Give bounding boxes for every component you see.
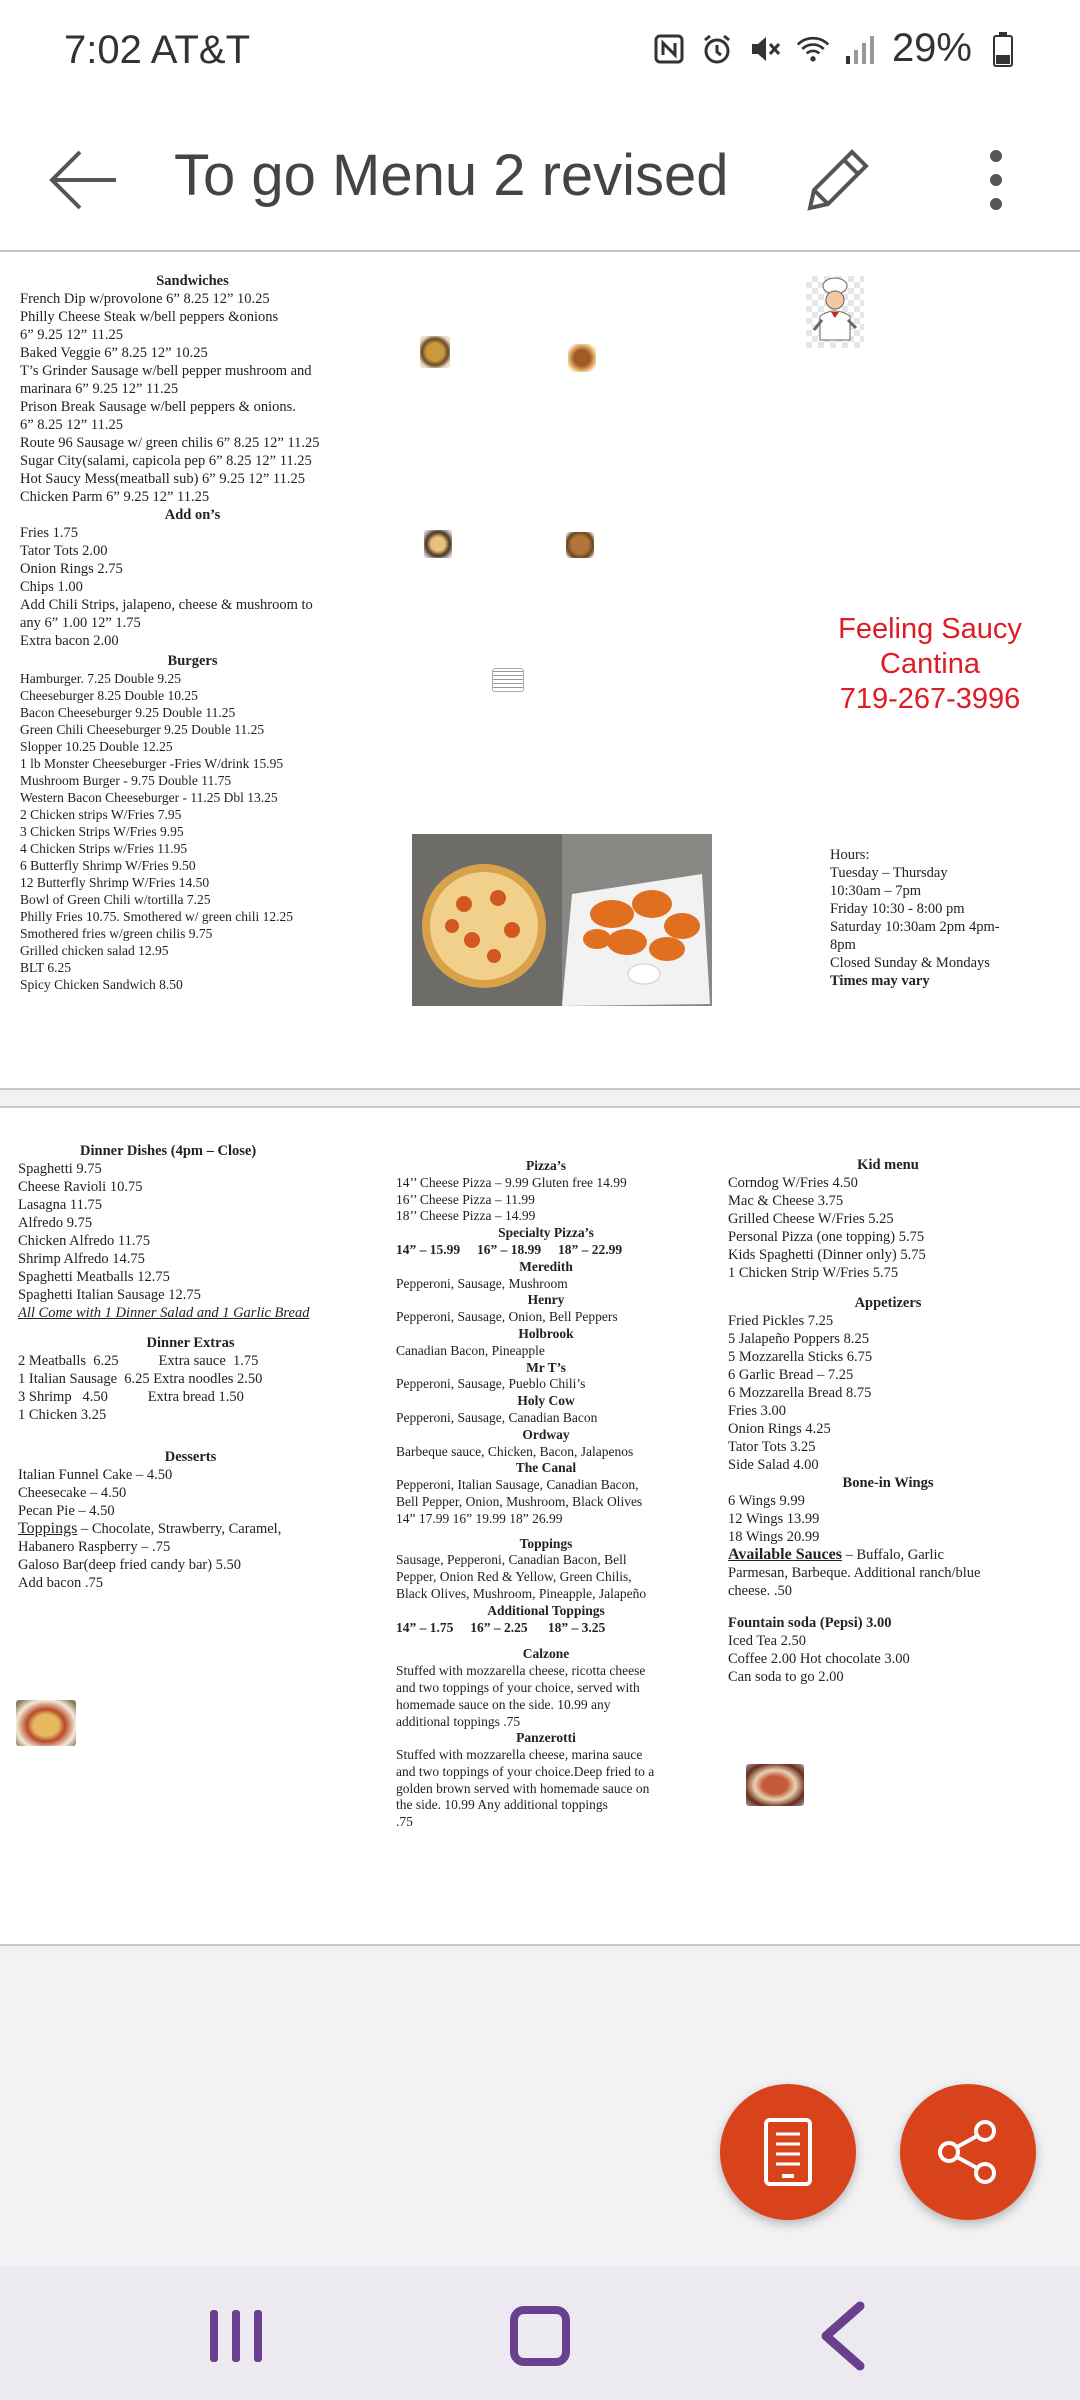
dinner-item: Chicken Alfredo 11.75 [18, 1233, 150, 1249]
burger-item: Mushroom Burger - 9.75 Double 11.75 [20, 773, 232, 788]
dinner-section [18, 1142, 363, 1592]
dinner-heading: Dinner Dishes (4pm – Close) [80, 1143, 257, 1159]
hours-line: Closed Sunday & Mondays [830, 955, 990, 971]
extras-item: 3 Shrimp 4.50 Extra bread 1.50 [18, 1389, 244, 1405]
panzerotti-line: .75 [396, 1814, 413, 1830]
hours-line: 8pm [830, 937, 856, 953]
calzone-line: additional toppings .75 [396, 1713, 521, 1729]
canal-heading: The Canal [515, 1460, 577, 1476]
burger-item: BLT 6.25 [20, 960, 72, 975]
menu-image-thumbnail [492, 668, 524, 692]
food-photo-thumbnail [568, 344, 596, 372]
fountain-soda: Fountain soda (Pepsi) 3.00 [728, 1615, 892, 1631]
edit-pencil-icon[interactable] [796, 138, 880, 222]
canal-line: Bell Pepper, Onion, Mushroom, Black Olives [396, 1493, 643, 1509]
addon-item: Extra bacon 2.00 [20, 633, 119, 649]
calzone-line: and two toppings of your choice, served with [396, 1679, 640, 1695]
appetizer-item: Fries 3.00 [728, 1403, 786, 1419]
appetizer-item: Side Salad 4.00 [728, 1457, 819, 1473]
addon-item: Tator Tots 2.00 [20, 543, 108, 559]
burger-item: Spicy Chicken Sandwich 8.50 [20, 977, 183, 992]
sandwich-item: French Dip w/provolone 6” 8.25 12” 10.25 [20, 291, 270, 307]
dessert-item: Italian Funnel Cake – 4.50 [18, 1467, 173, 1483]
dish-photo-thumbnail [746, 1764, 804, 1806]
status-bar [0, 0, 1080, 110]
canal-line: Pepperoni, Italian Sausage, Canadian Bacon, [396, 1477, 639, 1493]
document-icon [760, 2116, 816, 2188]
appetizer-item: 6 Garlic Bread – 7.25 [728, 1367, 854, 1383]
chef-logo-image [806, 276, 864, 348]
back-icon[interactable] [804, 2296, 884, 2376]
burger-item: 6 Butterfly Shrimp W/Fries 9.50 [20, 858, 196, 873]
pizza-item: 14’’ Cheese Pizza – 9.99 Gluten free 14.99 [396, 1174, 627, 1190]
kid-item: Corndog W/Fries 4.50 [728, 1175, 858, 1191]
share-icon [933, 2117, 1003, 2187]
toppings-line: Sausage, Pepperoni, Canadian Bacon, Bell [396, 1552, 627, 1568]
pizza-wings-photo [412, 834, 712, 1006]
burger-item: 1 lb Monster Cheeseburger -Fries W/drink 15.95 [20, 756, 284, 771]
kid-item: Grilled Cheese W/Fries 5.25 [728, 1211, 894, 1227]
specialty-desc: Pepperoni, Sausage, Canadian Bacon [396, 1409, 598, 1425]
dessert-toppings-line [18, 1520, 363, 1538]
drink-item: Coffee 2.00 Hot chocolate 3.00 [728, 1651, 910, 1667]
sandwich-item: Sugar City(salami, capicola pep 6” 8.25 12” 11.25 [20, 453, 312, 469]
wifi-icon [796, 32, 830, 66]
kid-item: Kids Spaghetti (Dinner only) 5.75 [728, 1247, 926, 1263]
sandwiches-section [20, 272, 365, 993]
sandwich-item: Chicken Parm 6” 9.25 12” 11.25 [20, 489, 210, 505]
specialty-desc: Pepperoni, Sausage, Onion, Bell Peppers [396, 1309, 618, 1325]
hours-section [830, 846, 1020, 990]
calzone-line: homemade sauce on the side. 10.99 any [396, 1696, 611, 1712]
toppings-line: Pepper, Onion Red & Yellow, Green Chilis, [396, 1569, 632, 1585]
additional-toppings-heading: Additional Toppings [487, 1602, 605, 1618]
food-photo-thumbnail [424, 530, 452, 558]
burger-item: Hamburger. 7.25 Double 9.25 [20, 671, 181, 686]
hours-line: Saturday 10:30am 2pm 4pm- [830, 919, 1000, 935]
dessert-photo-thumbnail [16, 1700, 76, 1746]
dinner-item: Lasagna 11.75 [18, 1197, 103, 1213]
app-bar [0, 110, 1080, 250]
alarm-icon [700, 32, 734, 66]
addon-item: Add Chili Strips, jalapeno, cheese & mushroom to [20, 597, 313, 613]
specialty-heading: Specialty Pizza’s [498, 1225, 594, 1241]
specialty-name: Meredith [519, 1258, 573, 1274]
kid-item: Personal Pizza (one topping) 5.75 [728, 1229, 925, 1245]
calzone-line: Stuffed with mozzarella cheese, ricotta cheese [396, 1663, 646, 1679]
hours-line: Hours: [830, 847, 870, 863]
nfc-icon [652, 32, 686, 66]
panzerotti-line: and two toppings of your choice.Deep fried to a [396, 1763, 655, 1779]
addon-item: any 6” 1.00 12” 1.75 [20, 615, 141, 631]
addon-item: Fries 1.75 [20, 525, 78, 541]
sandwich-item: marinara 6” 9.25 12” 11.25 [20, 381, 179, 397]
extras-item: 1 Italian Sausage 6.25 Extra noodles 2.50 [18, 1371, 263, 1387]
specialty-prices: 14” – 15.99 16” – 18.99 18” – 22.99 [396, 1241, 623, 1257]
specialty-name: Holy Cow [517, 1393, 575, 1409]
appetizer-item: Fried Pickles 7.25 [728, 1313, 834, 1329]
brand-name-line1: Feeling Saucy [838, 613, 1022, 645]
food-photo-thumbnail [420, 336, 450, 368]
dessert-item: Add bacon .75 [18, 1575, 103, 1591]
panzerotti-line: the side. 10.99 Any additional toppings [396, 1797, 608, 1813]
dinner-item: Alfredo 9.75 [18, 1215, 93, 1231]
brand-phone: 719-267-3996 [839, 683, 1021, 715]
sauces-line [728, 1546, 1048, 1564]
sauces-line: Parmesan, Barbeque. Additional ranch/blue [728, 1565, 981, 1581]
burger-item: 12 Butterfly Shrimp W/Fries 14.50 [20, 875, 210, 890]
reader-mode-button[interactable] [720, 2084, 856, 2220]
appetizer-item: Onion Rings 4.25 [728, 1421, 831, 1437]
back-arrow-icon[interactable] [44, 140, 124, 220]
pizza-item: 18’’ Cheese Pizza – 14.99 [396, 1208, 536, 1224]
burger-item: 4 Chicken Strips w/Fries 11.95 [20, 841, 188, 856]
calzone-heading: Calzone [522, 1646, 570, 1662]
panzerotti-line: Stuffed with mozzarella cheese, marina sauce [396, 1747, 643, 1763]
dessert-item: Galoso Bar(deep fried candy bar) 5.50 [18, 1557, 242, 1573]
specialty-desc: Barbeque sauce, Chicken, Bacon, Jalapenos [396, 1443, 634, 1459]
signal-icon [844, 32, 878, 66]
burger-item: Green Chili Cheeseburger 9.25 Double 11.25 [20, 722, 265, 737]
sandwiches-heading: Sandwiches [156, 273, 229, 289]
extras-heading: Dinner Extras [146, 1335, 235, 1351]
panzerotti-heading: Panzerotti [516, 1730, 576, 1746]
specialty-desc: Canadian Bacon, Pineapple [396, 1342, 545, 1358]
burger-item: Philly Fries 10.75. Smothered w/ green chili 12.25 [20, 909, 293, 924]
burger-item: Cheeseburger 8.25 Double 10.25 [20, 688, 198, 703]
sandwich-item: Philly Cheese Steak w/bell peppers &onions [20, 309, 279, 325]
toppings-heading: Toppings [519, 1535, 573, 1551]
appetizer-item: Tator Tots 3.25 [728, 1439, 816, 1455]
document-page-1 [0, 250, 1080, 1090]
wings-heading: Bone-in Wings [842, 1475, 934, 1491]
recent-apps-icon[interactable] [196, 2296, 276, 2376]
appetizer-item: 5 Jalapeño Poppers 8.25 [728, 1331, 869, 1347]
burger-item: Grilled chicken salad 12.95 [20, 943, 169, 958]
home-icon[interactable] [500, 2296, 580, 2376]
extras-item: 2 Meatballs 6.25 Extra sauce 1.75 [18, 1353, 259, 1369]
specialty-name: Holbrook [518, 1325, 574, 1341]
drink-item: Iced Tea 2.50 [728, 1633, 807, 1649]
food-photo-thumbnail [566, 532, 594, 558]
additional-toppings-prices: 14” – 1.75 16” – 2.25 18” – 3.25 [396, 1619, 606, 1635]
document-page-2 [0, 1106, 1080, 1946]
dessert-item: Pecan Pie – 4.50 [18, 1503, 115, 1519]
specialty-name: Mr T’s [526, 1359, 566, 1375]
burger-item: Bacon Cheeseburger 9.25 Double 11.25 [20, 705, 236, 720]
burgers-heading: Burgers [167, 653, 218, 669]
sandwich-item: T’s Grinder Sausage w/bell pepper mushroom and [20, 363, 312, 379]
canal-line: 14” 17.99 16” 19.99 18” 26.99 [396, 1510, 563, 1526]
sandwich-item: 6” 9.25 12” 11.25 [20, 327, 123, 343]
appetizers-heading: Appetizers [854, 1295, 922, 1311]
pizza-heading: Pizza’s [526, 1158, 566, 1173]
sandwich-item: Hot Saucy Mess(meatball sub) 6” 9.25 12” 11.25 [20, 471, 305, 487]
restaurant-brand [800, 612, 1060, 717]
dessert-toppings-label: Toppings [18, 1520, 78, 1537]
sandwich-item: Route 96 Sausage w/ green chilis 6” 8.25 12” 11.25 [20, 435, 320, 451]
sandwich-item: 6” 8.25 12” 11.25 [20, 417, 123, 433]
drink-item: Can soda to go 2.00 [728, 1669, 844, 1685]
brand-name-line2: Cantina [880, 648, 980, 680]
desserts-heading: Desserts [164, 1449, 217, 1465]
burger-item: Bowl of Green Chili w/tortilla 7.25 [20, 892, 211, 907]
hours-line: Tuesday – Thursday [830, 865, 948, 881]
sauces-text: – Buffalo, Garlic [841, 1547, 944, 1563]
wings-item: 18 Wings 20.99 [728, 1529, 820, 1545]
panzerotti-line: golden brown served with homemade sauce on [396, 1780, 650, 1796]
battery-icon [986, 32, 1020, 66]
dinner-note: All Come with 1 Dinner Salad and 1 Garlic Bread [18, 1305, 310, 1321]
dinner-item: Spaghetti Italian Sausage 12.75 [18, 1287, 201, 1303]
dinner-item: Spaghetti 9.75 [18, 1161, 102, 1177]
burger-item: 2 Chicken strips W/Fries 7.95 [20, 807, 182, 822]
specialty-name: Henry [527, 1292, 565, 1308]
extras-item: 1 Chicken 3.25 [18, 1407, 107, 1423]
system-navigation-bar [0, 2266, 1080, 2400]
kid-menu-heading: Kid menu [857, 1157, 919, 1173]
sauces-line: cheese. .50 [728, 1583, 793, 1599]
appetizer-item: 6 Mozzarella Bread 8.75 [728, 1385, 872, 1401]
wings-item: 12 Wings 13.99 [728, 1511, 820, 1527]
specialty-desc: Pepperoni, Sausage, Pueblo Chili’s [396, 1376, 586, 1392]
sandwich-item: Baked Veggie 6” 8.25 12” 10.25 [20, 345, 208, 361]
burger-item: Slopper 10.25 Double 12.25 [20, 739, 173, 754]
dessert-item: Habanero Raspberry – .75 [18, 1539, 171, 1555]
kid-item: Mac & Cheese 3.75 [728, 1193, 844, 1209]
sauces-label: Available Sauces [728, 1546, 842, 1563]
more-options-icon[interactable] [966, 140, 1026, 220]
addon-item: Onion Rings 2.75 [20, 561, 123, 577]
appetizer-item: 5 Mozzarella Sticks 6.75 [728, 1349, 873, 1365]
burger-item: 3 Chicken Strips W/Fries 9.95 [20, 824, 184, 839]
hours-line: 10:30am – 7pm [830, 883, 922, 899]
dinner-item: Cheese Ravioli 10.75 [18, 1179, 143, 1195]
addons-heading: Add on’s [164, 507, 221, 523]
document-title: To go Menu 2 revised [174, 143, 729, 208]
dessert-item: Cheesecake – 4.50 [18, 1485, 127, 1501]
battery-percent: 29% [891, 26, 972, 70]
burgers-list [20, 670, 365, 993]
toppings-line: Black Olives, Mushroom, Pineapple, Jalapeño [396, 1585, 647, 1601]
kids-section [728, 1156, 1048, 1686]
specialty-desc: Pepperoni, Sausage, Mushroom [396, 1275, 568, 1291]
hours-line: Friday 10:30 - 8:00 pm [830, 901, 965, 917]
dessert-toppings-text: – Chocolate, Strawberry, Caramel, [77, 1521, 282, 1537]
burger-item: Western Bacon Cheeseburger - 11.25 Dbl 13.25 [20, 790, 278, 805]
kid-item: 1 Chicken Strip W/Fries 5.75 [728, 1265, 899, 1281]
status-icons [652, 26, 1020, 71]
pizza-item: 16’’ Cheese Pizza – 11.99 [396, 1191, 535, 1207]
share-button[interactable] [900, 2084, 1036, 2220]
addon-item: Chips 1.00 [20, 579, 83, 595]
dinner-item: Shrimp Alfredo 14.75 [18, 1251, 145, 1267]
status-time: 7:02 AT&T [64, 28, 251, 72]
burger-item: Smothered fries w/green chilis 9.75 [20, 926, 213, 941]
mute-icon [748, 32, 782, 66]
dinner-item: Spaghetti Meatballs 12.75 [18, 1269, 170, 1285]
sandwich-item: Prison Break Sausage w/bell peppers & onions. [20, 399, 296, 415]
wings-item: 6 Wings 9.99 [728, 1493, 805, 1509]
pizza-section [396, 1158, 696, 1831]
hours-note: Times may vary [830, 973, 930, 989]
specialty-name: Ordway [522, 1426, 570, 1442]
